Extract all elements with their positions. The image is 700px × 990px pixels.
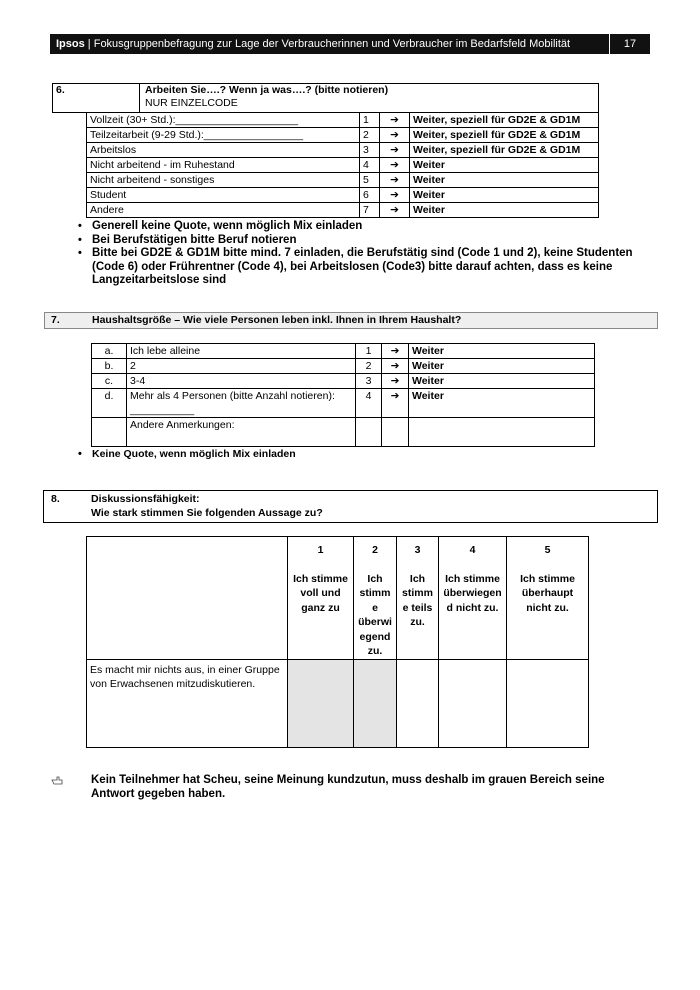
q8-footnote: Kein Teilnehmer hat Scheu, seine Meinung kundzutun, muss deshalb im grauen Bereich seine Antwort gegeben haben. (91, 774, 605, 800)
q7-arrow-icon: ➔ (382, 374, 409, 389)
q6-option-row[interactable] (87, 158, 599, 173)
q8-likert-table (86, 536, 589, 748)
q6-option-row[interactable] (87, 188, 599, 203)
scale-option-5: 5 Ich stimme überhaupt nicht zu. (507, 537, 589, 660)
q6-option-code: 2 (360, 128, 380, 143)
q6-option-action: Weiter (410, 203, 599, 218)
q6-option-code: 3 (360, 143, 380, 158)
q7-option-action: Weiter (409, 359, 595, 374)
q6-table (86, 112, 599, 218)
q7-other-row (92, 418, 595, 447)
q6-option-row[interactable] (87, 143, 599, 158)
scale-option-2-number: 2 (372, 544, 378, 556)
q7-option-row[interactable] (92, 359, 595, 374)
q6-option-label: Nicht arbeitend - im Ruhestand (87, 158, 360, 173)
q6-option-label: Student (87, 188, 360, 203)
q7-arrow-icon: ➔ (382, 359, 409, 374)
q6-notes (70, 220, 660, 288)
q6-question: Arbeiten Sie….? Wenn ja was….? (bitte notieren) (145, 84, 389, 96)
q7-option-row[interactable] (92, 344, 595, 359)
q7-option-action: Weiter (409, 344, 595, 359)
header-separator: | (84, 38, 94, 50)
q7-arrow-icon: ➔ (382, 389, 409, 418)
q7-option-row[interactable] (92, 374, 595, 389)
q6-option-row[interactable] (87, 203, 599, 218)
answer-cell-2[interactable] (354, 659, 397, 747)
q8-title: Diskussionsfähigkeit: (91, 493, 200, 505)
q7-option-action: Weiter (409, 374, 595, 389)
q6-option-code: 1 (360, 113, 380, 128)
q6-arrow-icon: ➔ (380, 128, 410, 143)
scale-option-3-number: 3 (414, 544, 421, 556)
q7-option-label: 2 (127, 359, 356, 374)
q6-option-code: 7 (360, 203, 380, 218)
q6-arrow-icon: ➔ (380, 143, 410, 158)
answer-cell-3[interactable] (397, 659, 439, 747)
q7-option-code: 1 (356, 344, 382, 359)
scale-option-5-number: 5 (544, 544, 551, 556)
q7-option-code: 4 (356, 389, 382, 418)
scale-option-4-number: 4 (469, 544, 476, 556)
q7-arrow-icon: ➔ (382, 344, 409, 359)
scale-option-1-number: 1 (317, 544, 324, 556)
q7-option-action: Weiter (409, 389, 595, 418)
q7-option-letter: b. (92, 359, 127, 374)
q7-option-label: Ich lebe alleine (127, 344, 356, 359)
page-number: 17 (609, 34, 650, 54)
q6-option-action: Weiter, speziell für GD2E & GD1M (410, 143, 599, 158)
q6-question-cell (140, 84, 599, 113)
answer-cell-4[interactable] (439, 659, 507, 747)
q6-option-row[interactable] (87, 128, 599, 143)
q6-note-1: • Generell keine Quote, wenn möglich Mix einladen (70, 220, 660, 234)
q6-arrow-icon: ➔ (380, 158, 410, 173)
header-title: Fokusgruppenbefragung zur Lage der Verbraucherinnen und Verbraucher im Bedarfsfeld Mobilität (93, 38, 571, 50)
q6-note-2: • Bei Berufstätigen bitte Beruf notieren (70, 234, 660, 248)
q7-other-label[interactable]: Andere Anmerkungen: (127, 418, 356, 447)
q8-header (43, 490, 658, 523)
q7-option-blank[interactable]: ___________ (130, 404, 195, 416)
q6-number: 6. (53, 84, 140, 113)
q7-note: • Keine Quote, wenn möglich Mix einladen (70, 448, 660, 462)
hand-pointing-icon (51, 773, 65, 787)
q6-arrow-icon: ➔ (380, 173, 410, 188)
q6-arrow-icon: ➔ (380, 188, 410, 203)
q7-option-label: Mehr als 4 Personen (bitte Anzahl notieren): ___________ (127, 389, 356, 418)
q8-statement: Es macht mir nichts aus, in einer Gruppe von Erwachsenen mitzudiskutieren. (87, 659, 288, 747)
q7-option-code: 3 (356, 374, 382, 389)
q6-option-label: Nicht arbeitend - sonstiges (87, 173, 360, 188)
q6-option-label: Arbeitslos (87, 143, 360, 158)
q6-option-code: 6 (360, 188, 380, 203)
q7-notes (70, 448, 660, 462)
page-header (50, 34, 650, 54)
q7-option-label: 3-4 (127, 374, 356, 389)
q6-option-code: 4 (360, 158, 380, 173)
q7-option-letter: d. (92, 389, 127, 418)
q6-header (52, 83, 599, 113)
header-text (56, 34, 570, 54)
q6-option-label: Vollzeit (30+ Std.):_____________________ (87, 113, 360, 128)
q6-arrow-icon: ➔ (380, 113, 410, 128)
q6-option-label: Teilzeitarbeit (9-29 Std.):_________________ (87, 128, 360, 143)
q6-option-action: Weiter, speziell für GD2E & GD1M (410, 128, 599, 143)
scale-option-4: 4 Ich stimme überwiegen d nicht zu. (439, 537, 507, 660)
q6-option-label: Andere (87, 203, 360, 218)
q6-option-row[interactable] (87, 113, 599, 128)
q6-option-action: Weiter (410, 173, 599, 188)
q8-number: 8. (51, 493, 60, 505)
q7-table (91, 343, 595, 447)
header-brand: Ipsos (56, 38, 85, 50)
answer-cell-5[interactable] (507, 659, 589, 747)
q8-statement-row (87, 659, 589, 747)
q7-option-row[interactable] (92, 389, 595, 418)
answer-cell-1[interactable] (288, 659, 354, 747)
scale-option-2: 2 Ich stimm e überwi egend zu. (354, 537, 397, 660)
scale-option-3: 3 Ich stimm e teils zu. (397, 537, 439, 660)
q8-scale-header-row (87, 537, 589, 660)
q6-option-code: 5 (360, 173, 380, 188)
q6-instruction: NUR EINZELCODE (145, 97, 238, 109)
q6-note-3: • Bitte bei GD2E & GD1M bitte mind. 7 einladen, die Berufstätig sind (Code 1 und 2), keine Studenten (Code 6) oder Frührentner (Code 4), bei Arbeitslosen (Code3) bitte darauf achten, dass es keine Langzeitarbeitslose sind (70, 247, 660, 288)
q7-option-letter: a. (92, 344, 127, 359)
q7-number: 7. (51, 314, 60, 326)
q6-option-action: Weiter, speziell für GD2E & GD1M (410, 113, 599, 128)
q7-option-letter: c. (92, 374, 127, 389)
q7-header (44, 312, 658, 329)
q6-option-action: Weiter (410, 188, 599, 203)
q7-question: Haushaltsgröße – Wie viele Personen leben inkl. Ihnen in Ihrem Haushalt? (92, 314, 462, 326)
scale-option-1: 1 Ich stimme voll und ganz zu (288, 537, 354, 660)
q8-question: Wie stark stimmen Sie folgenden Aussage zu? (91, 507, 323, 519)
q7-option-code: 2 (356, 359, 382, 374)
q6-option-action: Weiter (410, 158, 599, 173)
q6-arrow-icon: ➔ (380, 203, 410, 218)
q6-option-row[interactable] (87, 173, 599, 188)
